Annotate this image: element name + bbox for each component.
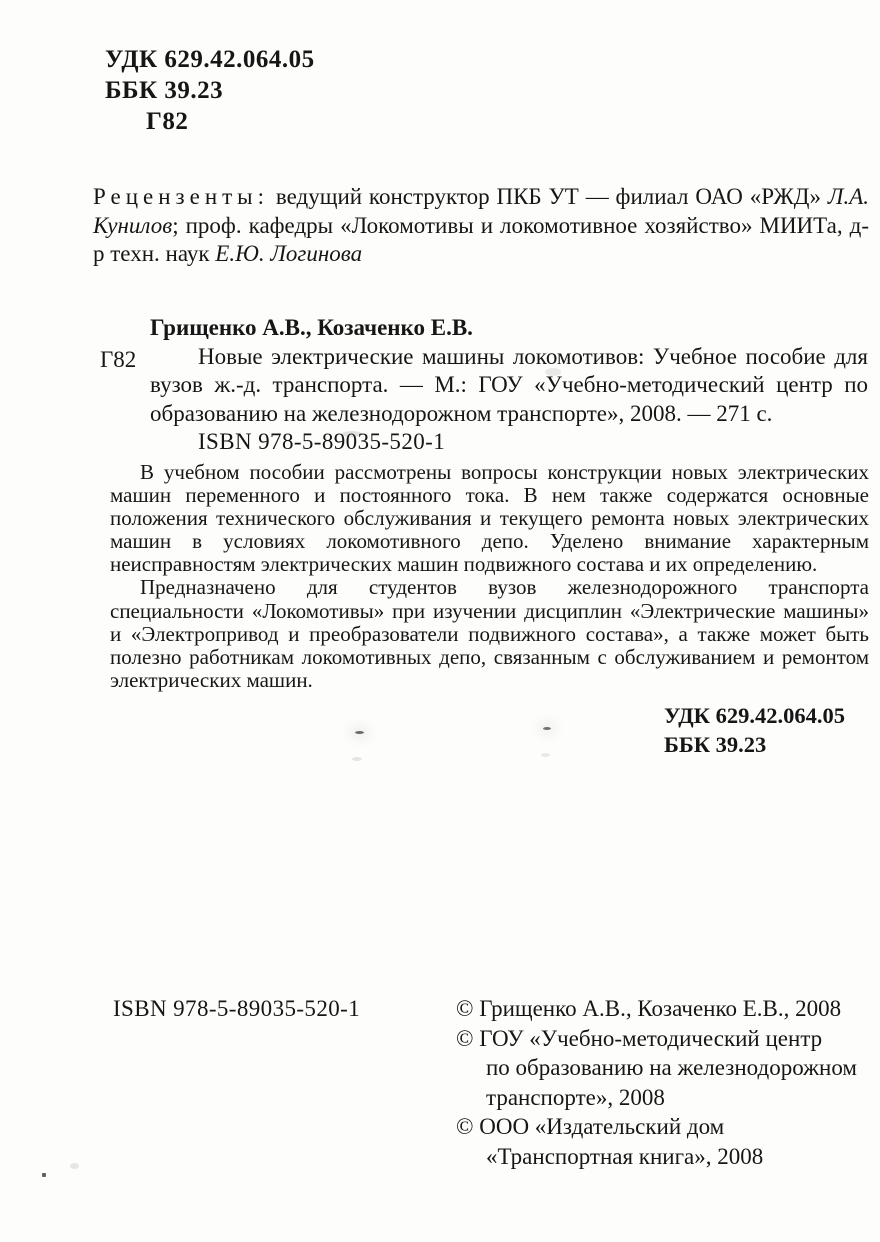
copyright-publisher-line-3: транспорте», 2008	[486, 1084, 665, 1110]
bottom-classification-codes	[664, 701, 845, 759]
copyright-house-line-1: © ООО «Издательский дом	[456, 1114, 725, 1139]
reviewer-1-name: Л.А. Кунилов	[93, 184, 870, 238]
bbk-code: ББК 39.23	[105, 77, 224, 104]
author-sign-code: Г82	[146, 108, 189, 135]
annotation-paragraph-2: Предназначено для студентов вузов железнодорожного транспорта специальности «Локомотивы» при изучении дисциплин «Электрические машины» и «Электропривод и преобразователи подвижного состава», а также может быть полезно работникам локомотивных депо, связанным с обслуживанием и ремонтом электрических машин.	[110, 575, 869, 692]
isbn-line: ISBN 978-5-89035-520-1	[198, 429, 446, 454]
copyright-publisher-line-1: © ГОУ «Учебно-методический центр	[456, 1025, 823, 1051]
reviewer-2-role: ; проф. кафедры «Локомотивы и локомотивное хозяйство» МИИТа, д-р техн. наук	[93, 212, 869, 266]
bibliographic-description: Новые электрические машины локомотивов: Учебное пособие для вузов ж.-д. транспорта. — М.: ГОУ «Учебно-методический центр по образованию на железнодорожном транспорте», 2008. — 271 с.	[150, 343, 868, 426]
catalog-card	[150, 314, 868, 457]
annotation-block	[110, 461, 869, 692]
scan-artifact	[543, 727, 551, 730]
udk-code: УДК 629.42.064.05	[105, 46, 315, 73]
reviewer-1-role: ведущий конструктор ПКБ УТ — филиал ОАО «РЖД»	[275, 184, 821, 209]
scan-artifact	[352, 757, 362, 761]
scan-artifact	[42, 1173, 46, 1177]
footer-isbn: ISBN 978-5-89035-520-1	[113, 996, 361, 1021]
authors-line: Грищенко А.В., Козаченко Е.В.	[150, 315, 473, 340]
reviewer-2-name: Е.Ю. Логинова	[215, 241, 363, 266]
scan-artifact	[70, 1163, 79, 1169]
copyright-authors: © Грищенко А.В., Козаченко Е.В., 2008	[456, 996, 842, 1021]
bbk-code-bottom: ББК 39.23	[663, 732, 767, 757]
scan-artifact	[355, 731, 364, 734]
copyright-publisher-line-2: по образованию на железнодорожном	[486, 1055, 857, 1080]
catalog-card-code: Г82	[100, 347, 137, 372]
reviewers-paragraph	[93, 183, 869, 269]
reviewers-label: Рецензенты:	[93, 184, 270, 209]
scan-artifact	[545, 368, 561, 376]
udk-code-bottom: УДК 629.42.064.05	[663, 703, 845, 728]
annotation-paragraph-1: В учебном пособии рассмотрены вопросы конструкции новых электрических машин переменного и постоянного тока. В нем также содержатся основные положения технического обслуживания и текущего ремонта новых электрических машин в условиях локомотивного депо. Уделено внимание характерным неисправностям электрических машин подвижного состава и их определению.	[110, 460, 869, 577]
copyright-block	[456, 994, 857, 1171]
copyright-house-line-2: «Транспортная книга», 2008	[486, 1143, 764, 1169]
scan-artifact	[541, 753, 550, 757]
scan-artifact	[342, 431, 362, 437]
top-classification-codes	[105, 44, 315, 137]
